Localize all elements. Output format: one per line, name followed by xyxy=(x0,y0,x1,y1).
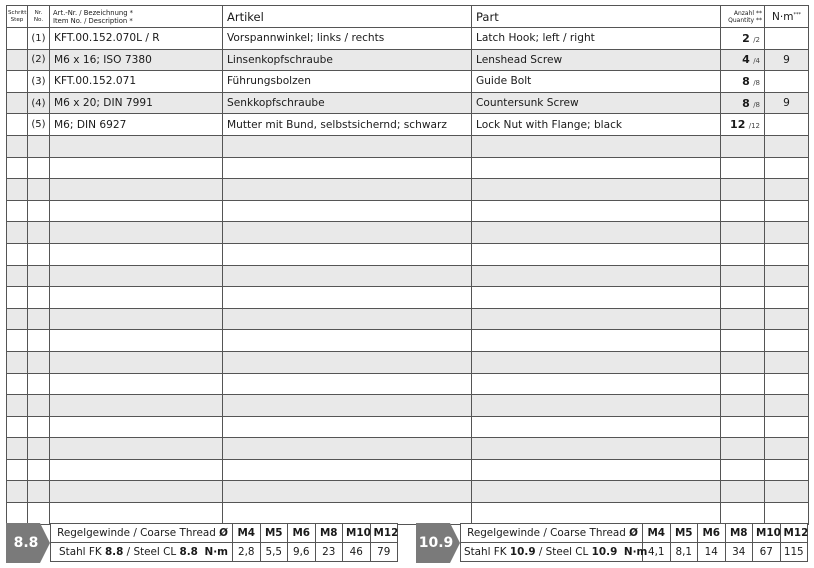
empty-cell xyxy=(765,481,809,503)
part-name: Countersunk Screw xyxy=(472,92,721,114)
empty-cell xyxy=(28,373,50,395)
torque-value-cell: 14 xyxy=(698,543,726,562)
empty-cell xyxy=(721,459,765,481)
empty-cell xyxy=(472,179,721,201)
empty-cell xyxy=(223,265,472,287)
empty-cell xyxy=(223,200,472,222)
empty-cell xyxy=(28,395,50,417)
grade-badge xyxy=(6,523,50,563)
steel-prefix: Stahl FK xyxy=(59,546,105,558)
empty-cell xyxy=(223,503,472,525)
empty-cell xyxy=(472,135,721,157)
torque-value-row xyxy=(51,543,398,562)
empty-cell xyxy=(472,395,721,417)
empty-cell xyxy=(7,373,28,395)
empty-cell xyxy=(472,157,721,179)
empty-cell xyxy=(721,135,765,157)
item-number: (1) xyxy=(28,28,50,50)
size-cell: M5 xyxy=(670,524,698,543)
size-cell: M6 xyxy=(288,524,316,543)
empty-cell xyxy=(223,438,472,460)
empty-cell xyxy=(721,351,765,373)
empty-cell xyxy=(223,373,472,395)
size-cell: M10 xyxy=(343,524,371,543)
empty-cell xyxy=(472,287,721,309)
torque-size-row xyxy=(51,524,398,543)
empty-cell xyxy=(721,438,765,460)
empty-cell xyxy=(721,265,765,287)
empty-row xyxy=(7,395,809,417)
empty-cell xyxy=(7,330,28,352)
header-quantity: Anzahl ** Quantity ** xyxy=(721,6,765,28)
steel-grade: 10.9 xyxy=(509,546,536,558)
empty-cell xyxy=(721,200,765,222)
torque-value-cell: 5,5 xyxy=(260,543,288,562)
item-code: M6 x 20; DIN 7991 xyxy=(50,92,223,114)
empty-row xyxy=(7,351,809,373)
part-name: Lenshead Screw xyxy=(472,49,721,71)
empty-row xyxy=(7,287,809,309)
empty-cell xyxy=(721,503,765,525)
empty-cell xyxy=(472,308,721,330)
torque-value-cell: 8,1 xyxy=(670,543,698,562)
empty-cell xyxy=(28,243,50,265)
empty-cell xyxy=(721,330,765,352)
item-number: (3) xyxy=(28,71,50,93)
empty-cell xyxy=(28,200,50,222)
empty-cell xyxy=(223,308,472,330)
empty-cell xyxy=(28,351,50,373)
empty-row xyxy=(7,243,809,265)
empty-cell xyxy=(7,308,28,330)
quantity-cell xyxy=(721,92,765,114)
empty-cell xyxy=(7,395,28,417)
empty-cell xyxy=(765,265,809,287)
size-cell: M5 xyxy=(260,524,288,543)
size-cell: M6 xyxy=(698,524,726,543)
empty-cell xyxy=(765,179,809,201)
empty-cell xyxy=(223,481,472,503)
empty-cell xyxy=(765,395,809,417)
quantity-value: 12 xyxy=(730,118,746,132)
empty-cell xyxy=(472,373,721,395)
empty-cell xyxy=(765,438,809,460)
step-cell xyxy=(7,28,28,50)
empty-row xyxy=(7,438,809,460)
empty-cell xyxy=(765,287,809,309)
step-cell xyxy=(7,92,28,114)
unit-label: N·m xyxy=(623,546,648,558)
artikel-name: Senkkopfschraube xyxy=(223,92,472,114)
empty-cell xyxy=(223,135,472,157)
quantity-value: 8 xyxy=(742,96,750,110)
header-nm xyxy=(765,6,809,28)
empty-cell xyxy=(223,459,472,481)
steel-mid: / Steel CL xyxy=(123,546,180,558)
empty-cell xyxy=(7,481,28,503)
quantity-total: /4 xyxy=(753,57,760,66)
empty-cell xyxy=(7,438,28,460)
empty-cell xyxy=(50,416,223,438)
part-name: Lock Nut with Flange; black xyxy=(472,114,721,136)
quantity-cell xyxy=(721,114,765,136)
empty-cell xyxy=(28,222,50,244)
empty-row xyxy=(7,330,809,352)
torque-value-cell: 9,6 xyxy=(288,543,316,562)
empty-cell xyxy=(28,265,50,287)
empty-row xyxy=(7,416,809,438)
empty-cell xyxy=(28,438,50,460)
quantity-total: /8 xyxy=(753,100,760,109)
empty-cell xyxy=(28,287,50,309)
table-row xyxy=(7,28,809,50)
empty-cell xyxy=(721,157,765,179)
torque-cell: 9 xyxy=(765,92,809,114)
empty-cell xyxy=(28,503,50,525)
empty-cell xyxy=(721,179,765,201)
header-step: Schritt Step xyxy=(7,6,28,28)
empty-cell xyxy=(765,157,809,179)
empty-cell xyxy=(765,222,809,244)
torque-cell: 9 xyxy=(765,49,809,71)
empty-cell xyxy=(472,265,721,287)
empty-cell xyxy=(28,416,50,438)
grade-label: 10.9 xyxy=(418,535,454,551)
empty-cell xyxy=(721,287,765,309)
grade-label: 8.8 xyxy=(13,535,39,551)
size-cell: M8 xyxy=(315,524,343,543)
empty-cell xyxy=(50,373,223,395)
header-part: Part xyxy=(472,6,721,28)
empty-cell xyxy=(50,395,223,417)
empty-cell xyxy=(765,135,809,157)
step-cell xyxy=(7,71,28,93)
empty-cell xyxy=(28,308,50,330)
empty-cell xyxy=(28,330,50,352)
empty-cell xyxy=(223,416,472,438)
item-code: KFT.00.152.071 xyxy=(50,71,223,93)
empty-cell xyxy=(28,157,50,179)
header-artikel: Artikel xyxy=(223,6,472,28)
torque-table-10-9 xyxy=(416,523,808,563)
empty-cell xyxy=(721,222,765,244)
torque-values-table xyxy=(460,523,808,562)
torque-value-row xyxy=(461,543,808,562)
empty-cell xyxy=(765,243,809,265)
empty-row xyxy=(7,503,809,525)
quantity-cell xyxy=(721,49,765,71)
diameter-symbol: Ø xyxy=(219,527,228,539)
empty-cell xyxy=(223,179,472,201)
table-row xyxy=(7,92,809,114)
item-number: (4) xyxy=(28,92,50,114)
empty-cell xyxy=(28,179,50,201)
empty-cell xyxy=(472,222,721,244)
artikel-name: Vorspannwinkel; links / rechts xyxy=(223,28,472,50)
table-row xyxy=(7,49,809,71)
size-cell: M8 xyxy=(725,524,753,543)
empty-cell xyxy=(50,157,223,179)
empty-cell xyxy=(50,351,223,373)
empty-cell xyxy=(50,265,223,287)
empty-cell xyxy=(50,308,223,330)
header-nm-marker: *** xyxy=(793,11,801,18)
empty-cell xyxy=(223,243,472,265)
empty-cell xyxy=(7,459,28,481)
header-nm-label: N·m xyxy=(772,10,794,23)
header-item: Art.-Nr. / Bezeichnung * Item No. / Description * xyxy=(50,6,223,28)
table-row xyxy=(7,114,809,136)
empty-cell xyxy=(721,395,765,417)
part-name: Latch Hook; left / right xyxy=(472,28,721,50)
empty-cell xyxy=(50,287,223,309)
thread-label: Regelgewinde / Coarse Thread xyxy=(57,527,216,539)
thread-label-cell xyxy=(51,524,233,543)
empty-cell xyxy=(721,308,765,330)
empty-cell xyxy=(765,308,809,330)
size-cell: M12 xyxy=(370,524,398,543)
empty-row xyxy=(7,157,809,179)
steel-grade: 8.8 xyxy=(104,546,124,558)
unit-label: N·m xyxy=(204,546,228,558)
empty-cell xyxy=(472,200,721,222)
torque-cell xyxy=(765,28,809,50)
empty-cell xyxy=(50,330,223,352)
empty-row xyxy=(7,308,809,330)
item-code: M6 x 16; ISO 7380 xyxy=(50,49,223,71)
empty-cell xyxy=(765,459,809,481)
empty-cell xyxy=(50,481,223,503)
table-row xyxy=(7,71,809,93)
empty-cell xyxy=(7,416,28,438)
empty-cell xyxy=(50,243,223,265)
empty-row xyxy=(7,135,809,157)
empty-cell xyxy=(28,481,50,503)
empty-cell xyxy=(223,330,472,352)
item-number: (2) xyxy=(28,49,50,71)
empty-cell xyxy=(721,243,765,265)
empty-cell xyxy=(472,503,721,525)
empty-cell xyxy=(765,503,809,525)
size-cell: M4 xyxy=(643,524,671,543)
empty-row xyxy=(7,200,809,222)
empty-cell xyxy=(721,373,765,395)
empty-cell xyxy=(7,157,28,179)
empty-cell xyxy=(50,222,223,244)
torque-values-table xyxy=(50,523,398,562)
empty-cell xyxy=(223,351,472,373)
empty-cell xyxy=(472,481,721,503)
empty-cell xyxy=(7,222,28,244)
header-no: Nr. No. xyxy=(28,6,50,28)
steel-mid: / Steel CL xyxy=(535,546,592,558)
empty-cell xyxy=(28,459,50,481)
empty-cell xyxy=(223,222,472,244)
empty-cell xyxy=(765,416,809,438)
empty-cell xyxy=(765,330,809,352)
item-code: M6; DIN 6927 xyxy=(50,114,223,136)
torque-value-cell: 79 xyxy=(370,543,398,562)
thread-label: Regelgewinde / Coarse Thread xyxy=(467,527,626,539)
empty-row xyxy=(7,481,809,503)
artikel-name: Mutter mit Bund, selbstsichernd; schwarz xyxy=(223,114,472,136)
size-cell: M12 xyxy=(780,524,808,543)
empty-cell xyxy=(765,200,809,222)
quantity-cell xyxy=(721,71,765,93)
empty-cell xyxy=(472,459,721,481)
empty-row xyxy=(7,265,809,287)
quantity-total: /12 xyxy=(748,122,760,131)
steel-prefix: Stahl FK xyxy=(464,546,510,558)
empty-cell xyxy=(50,179,223,201)
empty-cell xyxy=(472,416,721,438)
empty-cell xyxy=(50,135,223,157)
item-number: (5) xyxy=(28,114,50,136)
artikel-name: Führungsbolzen xyxy=(223,71,472,93)
size-cell: M4 xyxy=(233,524,261,543)
torque-value-cell: 46 xyxy=(343,543,371,562)
empty-cell xyxy=(7,287,28,309)
size-cell: M10 xyxy=(753,524,781,543)
torque-value-cell: 34 xyxy=(725,543,753,562)
empty-cell xyxy=(7,243,28,265)
empty-cell xyxy=(7,503,28,525)
parts-list-table xyxy=(6,5,809,525)
empty-cell xyxy=(721,416,765,438)
step-cell xyxy=(7,114,28,136)
empty-cell xyxy=(472,351,721,373)
steel-grade-en: 10.9 xyxy=(591,546,618,558)
empty-cell xyxy=(28,135,50,157)
empty-cell xyxy=(50,438,223,460)
empty-cell xyxy=(223,287,472,309)
quantity-value: 2 xyxy=(742,31,750,45)
torque-size-row xyxy=(461,524,808,543)
torque-value-cell: 2,8 xyxy=(233,543,261,562)
steel-label-cell xyxy=(51,543,233,562)
empty-row xyxy=(7,459,809,481)
grade-badge xyxy=(416,523,460,563)
thread-label-cell xyxy=(461,524,643,543)
quantity-total: /8 xyxy=(753,78,760,87)
parts-list-header xyxy=(7,6,809,28)
quantity-value: 8 xyxy=(742,74,750,88)
quantity-value: 4 xyxy=(742,53,750,67)
empty-cell xyxy=(7,200,28,222)
empty-cell xyxy=(7,179,28,201)
steel-label-cell xyxy=(461,543,648,562)
empty-cell xyxy=(721,481,765,503)
diameter-symbol: Ø xyxy=(629,527,638,539)
empty-cell xyxy=(7,135,28,157)
artikel-name: Linsenkopfschraube xyxy=(223,49,472,71)
empty-cell xyxy=(50,200,223,222)
empty-cell xyxy=(7,351,28,373)
step-cell xyxy=(7,49,28,71)
steel-grade-en: 8.8 xyxy=(179,546,198,558)
item-code: KFT.00.152.070L / R xyxy=(50,28,223,50)
empty-cell xyxy=(472,243,721,265)
quantity-cell xyxy=(721,28,765,50)
empty-cell xyxy=(472,438,721,460)
empty-cell xyxy=(472,330,721,352)
empty-cell xyxy=(765,351,809,373)
torque-value-cell: 23 xyxy=(315,543,343,562)
part-name: Guide Bolt xyxy=(472,71,721,93)
torque-table-8-8 xyxy=(6,523,398,563)
quantity-total: /2 xyxy=(753,35,760,44)
torque-value-cell: 115 xyxy=(780,543,808,562)
torque-value-cell: 67 xyxy=(753,543,781,562)
torque-cell xyxy=(765,71,809,93)
parts-list-body xyxy=(7,28,809,525)
torque-cell xyxy=(765,114,809,136)
empty-cell xyxy=(223,157,472,179)
empty-row xyxy=(7,373,809,395)
empty-row xyxy=(7,179,809,201)
empty-cell xyxy=(50,503,223,525)
empty-row xyxy=(7,222,809,244)
empty-cell xyxy=(223,395,472,417)
empty-cell xyxy=(765,373,809,395)
empty-cell xyxy=(7,265,28,287)
empty-cell xyxy=(50,459,223,481)
torque-value-cell: 4,1 xyxy=(643,543,671,562)
